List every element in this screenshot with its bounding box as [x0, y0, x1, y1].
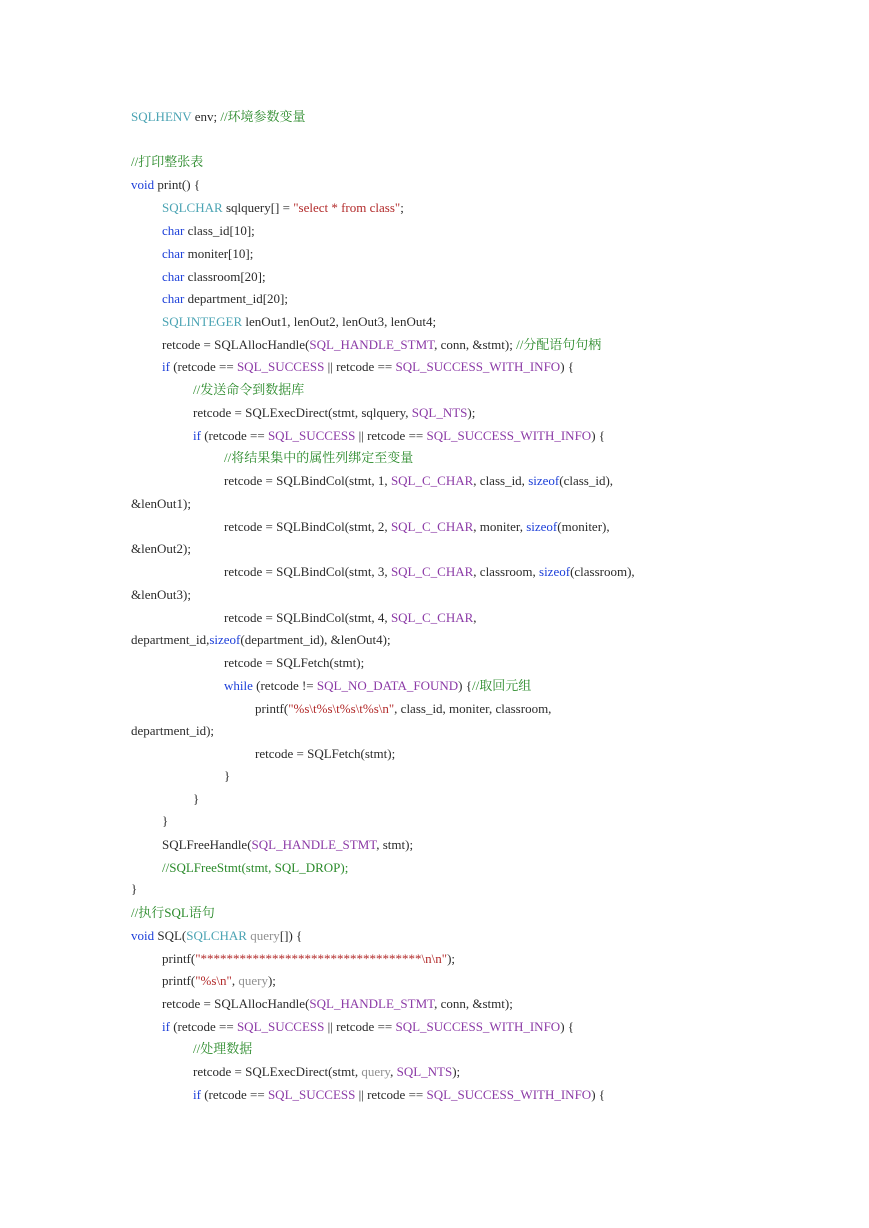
- code-token: SQL_NTS: [411, 405, 468, 420]
- code-line: [224, 518, 610, 536]
- code-line: [131, 927, 302, 945]
- code-token: (class_id),: [559, 473, 614, 488]
- code-token: if: [193, 1087, 201, 1102]
- code-line: [162, 1018, 574, 1036]
- code-token: );: [452, 1064, 461, 1079]
- code-token: SQL_SUCCESS: [267, 1087, 356, 1102]
- code-token: ) {: [591, 1087, 606, 1102]
- code-token: //发送命令到数据库: [193, 382, 305, 397]
- code-token: retcode = SQLExecDirect(stmt,: [193, 1064, 362, 1079]
- code-token: SQL_HANDLE_STMT: [251, 837, 377, 852]
- code-token: classroom[20];: [184, 269, 266, 284]
- code-token: sizeof: [526, 519, 558, 534]
- code-token: if: [193, 428, 201, 443]
- code-line: [131, 880, 137, 898]
- code-token: //将结果集中的属性列绑定至变量: [224, 450, 414, 465]
- code-token: SQL_SUCCESS: [236, 359, 325, 374]
- code-token: "**********************************\n\n": [195, 951, 448, 966]
- code-token: ,: [390, 1064, 397, 1079]
- code-line: [162, 972, 276, 990]
- code-line: [162, 950, 455, 968]
- code-line: [193, 1040, 252, 1058]
- code-token: if: [162, 1019, 170, 1034]
- code-token: (classroom),: [570, 564, 635, 579]
- code-token: SQL_SUCCESS_WITH_INFO: [395, 1019, 561, 1034]
- code-token: retcode = SQLFetch(stmt);: [255, 746, 396, 761]
- code-token: []) {: [279, 928, 303, 943]
- code-token: while: [224, 678, 253, 693]
- code-token: char: [162, 223, 185, 238]
- code-token: SQL_SUCCESS: [236, 1019, 325, 1034]
- code-token: query: [238, 973, 268, 988]
- code-token: , class_id, moniter, classroom,: [394, 701, 552, 716]
- code-token: SQL_NTS: [396, 1064, 453, 1079]
- code-token: ;: [400, 200, 404, 215]
- code-token: sizeof: [539, 564, 571, 579]
- code-token: , conn, &stmt);: [434, 337, 517, 352]
- code-line: [255, 700, 551, 718]
- code-token: SQL_C_CHAR: [390, 519, 474, 534]
- code-token: query: [250, 928, 280, 943]
- code-token: SQL_HANDLE_STMT: [309, 337, 435, 352]
- code-token: SQL_SUCCESS_WITH_INFO: [426, 1087, 592, 1102]
- code-token: department_id);: [131, 723, 215, 738]
- code-token: "%s\t%s\t%s\t%s\n": [288, 701, 395, 716]
- code-token: if: [162, 359, 170, 374]
- code-token: (retcode !=: [252, 678, 317, 693]
- code-token: (retcode ==: [200, 428, 268, 443]
- code-token: ,: [473, 610, 477, 625]
- code-line: [224, 609, 477, 627]
- code-token: printf(: [162, 951, 196, 966]
- code-line: [224, 449, 413, 467]
- code-token: &lenOut2);: [131, 541, 191, 556]
- code-line: [131, 722, 214, 740]
- code-token: }: [131, 881, 138, 896]
- code-token: SQL_SUCCESS: [267, 428, 356, 443]
- code-line: [131, 540, 191, 558]
- code-token: &lenOut1);: [131, 496, 191, 511]
- code-token: //分配语句句柄: [516, 337, 602, 352]
- code-token: || retcode ==: [324, 1019, 396, 1034]
- code-token: SQLFreeHandle(: [162, 837, 252, 852]
- code-line: [131, 153, 203, 171]
- code-line: [224, 677, 531, 695]
- code-token: );: [447, 951, 456, 966]
- code-line: [162, 836, 413, 854]
- code-token: SQL_SUCCESS_WITH_INFO: [426, 428, 592, 443]
- code-token: moniter[10];: [184, 246, 254, 261]
- code-token: SQLINTEGER: [162, 314, 243, 329]
- code-token: SQL_NO_DATA_FOUND: [316, 678, 459, 693]
- code-line: [162, 812, 168, 830]
- code-token: SQLCHAR: [162, 200, 223, 215]
- code-line: [224, 472, 613, 490]
- code-line: [162, 336, 601, 354]
- code-token: , moniter,: [473, 519, 527, 534]
- code-token: void: [131, 928, 155, 943]
- code-token: retcode = SQLFetch(stmt);: [224, 655, 365, 670]
- code-token: ) {: [560, 1019, 575, 1034]
- code-token: SQLHENV: [131, 109, 192, 124]
- code-token: (department_id), &lenOut4);: [240, 632, 391, 647]
- code-line: [255, 745, 395, 763]
- code-token: env;: [191, 109, 221, 124]
- code-token: );: [267, 973, 276, 988]
- code-token: retcode = SQLBindCol(stmt, 1,: [224, 473, 391, 488]
- code-token: lenOut1, lenOut2, lenOut3, lenOut4;: [242, 314, 437, 329]
- code-line: [193, 790, 199, 808]
- code-line: [162, 313, 436, 331]
- code-token: //SQLFreeStmt(stmt, SQL_DROP);: [162, 860, 349, 875]
- code-token: || retcode ==: [324, 359, 396, 374]
- code-token: //取回元组: [471, 678, 532, 693]
- code-token: SQL_C_CHAR: [390, 473, 474, 488]
- code-line: [162, 358, 574, 376]
- code-token: "select * from class": [293, 200, 401, 215]
- code-token: SQL_SUCCESS_WITH_INFO: [395, 359, 561, 374]
- code-line: [162, 222, 255, 240]
- code-token: }: [193, 791, 200, 806]
- code-token: sqlquery[] =: [222, 200, 294, 215]
- code-line: [224, 563, 635, 581]
- code-line: [193, 1063, 460, 1081]
- code-line: [224, 654, 364, 672]
- code-token: &lenOut3);: [131, 587, 191, 602]
- code-line: [131, 108, 306, 126]
- code-token: ) {: [560, 359, 575, 374]
- code-token: retcode = SQLAllocHandle(: [162, 337, 310, 352]
- code-token: class_id[10];: [184, 223, 255, 238]
- code-token: retcode = SQLBindCol(stmt, 2,: [224, 519, 391, 534]
- code-line: [193, 1086, 605, 1104]
- code-token: print() {: [154, 177, 201, 192]
- code-token: SQL_C_CHAR: [390, 564, 474, 579]
- code-token: sizeof: [209, 632, 241, 647]
- code-token: SQLCHAR: [186, 928, 247, 943]
- code-line: [162, 245, 253, 263]
- code-token: void: [131, 177, 155, 192]
- code-token: );: [467, 405, 476, 420]
- code-token: SQL_C_CHAR: [390, 610, 474, 625]
- code-token: //执行SQL语句: [131, 905, 215, 920]
- code-token: char: [162, 269, 185, 284]
- code-token: (moniter),: [557, 519, 610, 534]
- code-token: ) {: [591, 428, 606, 443]
- code-line: [162, 859, 348, 877]
- code-token: (retcode ==: [169, 359, 237, 374]
- code-token: char: [162, 291, 185, 306]
- code-token: SQL_HANDLE_STMT: [309, 996, 435, 1011]
- code-token: "%s\n": [195, 973, 232, 988]
- code-line: [131, 495, 191, 513]
- code-token: sizeof: [528, 473, 560, 488]
- code-token: SQL(: [154, 928, 187, 943]
- code-token: retcode = SQLBindCol(stmt, 3,: [224, 564, 391, 579]
- code-token: department_id,: [131, 632, 210, 647]
- code-token: retcode = SQLExecDirect(stmt, sqlquery,: [193, 405, 412, 420]
- code-line: [193, 404, 475, 422]
- code-token: char: [162, 246, 185, 261]
- code-token: , class_id,: [473, 473, 529, 488]
- code-line: [162, 199, 404, 217]
- code-token: , stmt);: [376, 837, 414, 852]
- code-token: ,: [231, 973, 239, 988]
- code-token: retcode = SQLBindCol(stmt, 4,: [224, 610, 391, 625]
- code-line: [131, 631, 391, 649]
- code-token: , classroom,: [473, 564, 540, 579]
- code-token: query: [361, 1064, 391, 1079]
- code-line: [193, 381, 304, 399]
- code-line: [162, 268, 266, 286]
- code-line: [131, 586, 191, 604]
- code-token: (retcode ==: [169, 1019, 237, 1034]
- code-token: printf(: [162, 973, 196, 988]
- code-token: (retcode ==: [200, 1087, 268, 1102]
- code-token: //打印整张表: [131, 154, 204, 169]
- code-token: , conn, &stmt);: [434, 996, 513, 1011]
- code-token: }: [224, 768, 231, 783]
- code-token: //环境参数变量: [220, 109, 306, 124]
- code-line: [162, 995, 513, 1013]
- code-line: [131, 176, 200, 194]
- code-token: printf(: [255, 701, 289, 716]
- code-token: department_id[20];: [184, 291, 288, 306]
- code-token: ) {: [458, 678, 472, 693]
- code-line: [162, 290, 288, 308]
- code-token: retcode = SQLAllocHandle(: [162, 996, 310, 1011]
- code-token: //处理数据: [193, 1041, 253, 1056]
- code-line: [224, 767, 230, 785]
- code-line: [131, 904, 215, 922]
- code-token: || retcode ==: [355, 428, 427, 443]
- code-token: }: [162, 813, 169, 828]
- code-token: || retcode ==: [355, 1087, 427, 1102]
- code-line: [193, 427, 605, 445]
